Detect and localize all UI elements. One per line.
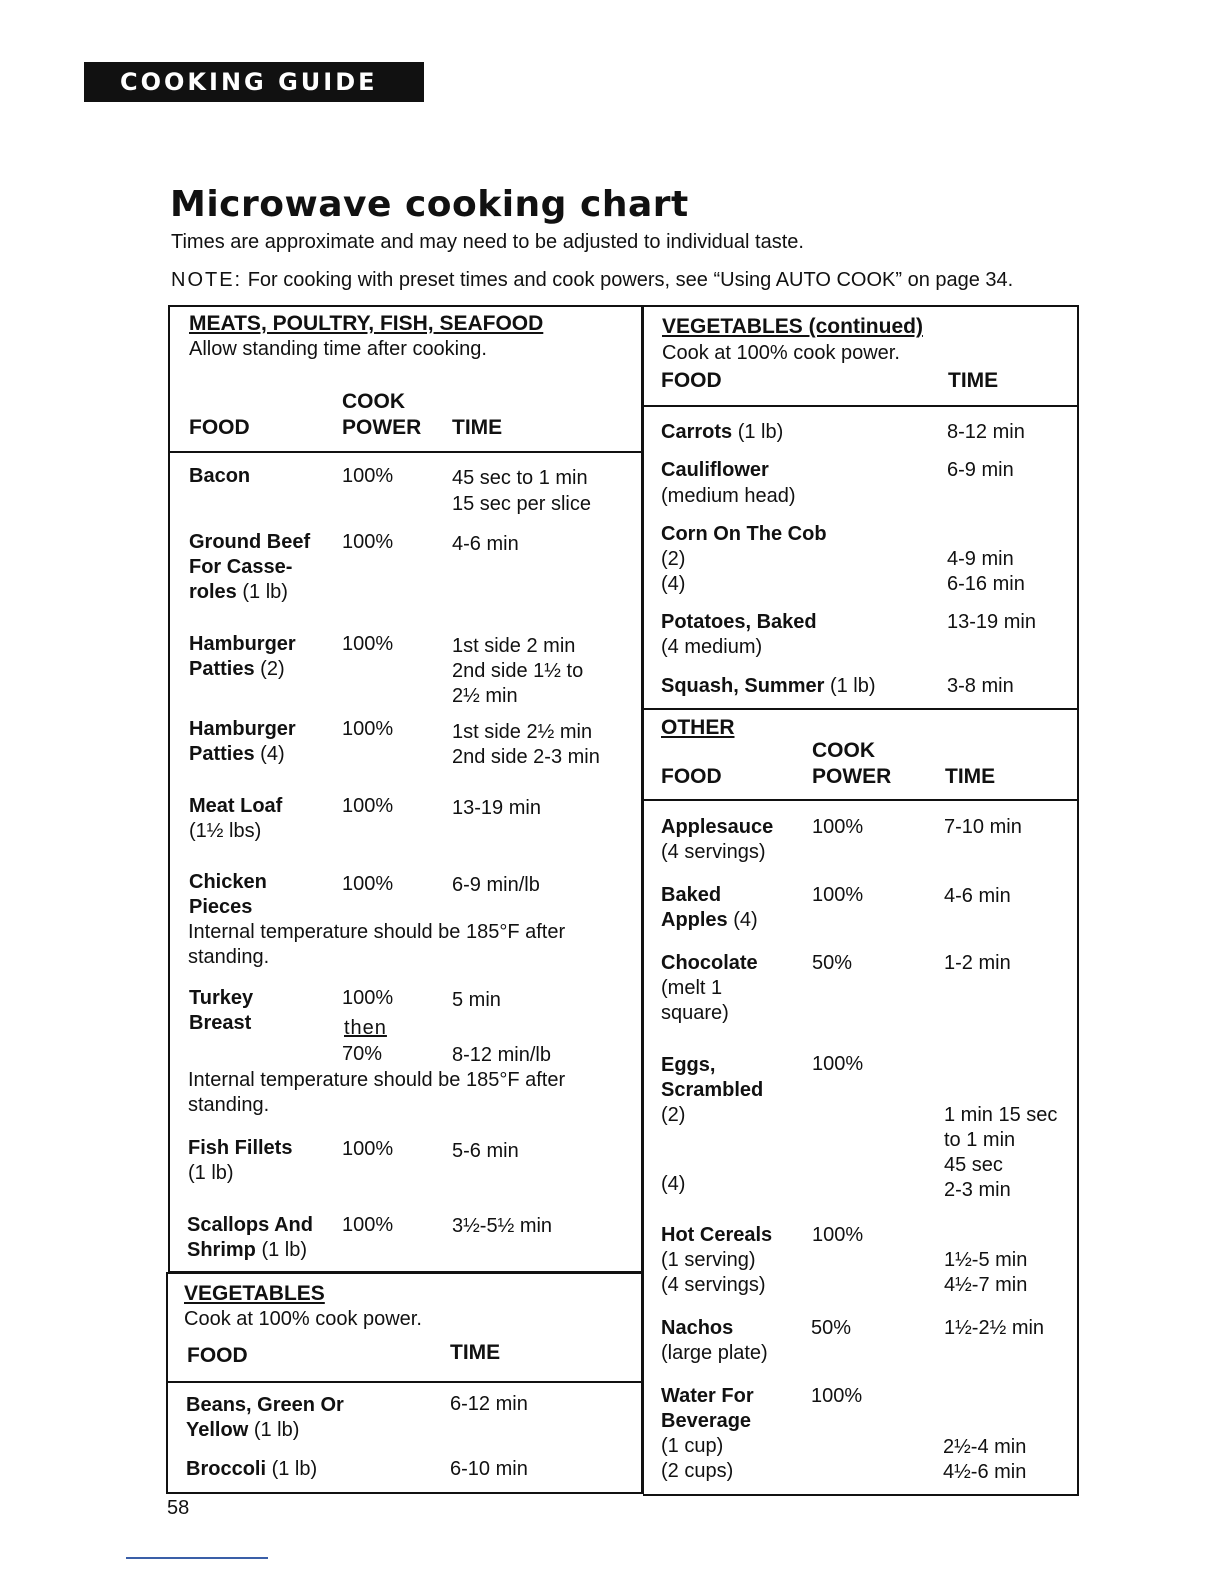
page-note — [171, 269, 1013, 292]
table-row-power: 100% — [342, 633, 394, 655]
table-row-time: 1½-5 min — [944, 1249, 1028, 1271]
table-row-food: Baked — [661, 884, 722, 906]
table-row-food: Yellow (1 lb) — [186, 1419, 300, 1441]
table-row-time: 45 sec — [944, 1154, 1003, 1176]
table-row-note: Internal temperature should be 185°F after standing. — [188, 921, 566, 968]
table-row-time: 7-10 min — [944, 816, 1022, 838]
table-row-power: 100% — [811, 1385, 863, 1407]
table-row-food: (medium head) — [661, 485, 796, 507]
table-row-power: 100% — [812, 1224, 864, 1246]
table-row-food: (2) — [661, 548, 686, 570]
table-row-time: 3-8 min — [947, 675, 1014, 697]
meats-title: MEATS, POULTRY, FISH, SEAFOOD — [189, 312, 544, 335]
table-row-time: 4½-7 min — [944, 1274, 1028, 1296]
vegetables-header-rule — [166, 1381, 643, 1383]
table-row-time: 5-6 min — [452, 1140, 519, 1162]
other-col-time: TIME — [945, 765, 996, 788]
table-row-time: 5 min — [452, 989, 501, 1011]
page-title: Microwave cooking chart — [170, 184, 689, 225]
other-col-power-1: COOK — [812, 739, 875, 762]
table-row-power: 100% — [342, 718, 394, 740]
table-row-food: (4 medium) — [661, 636, 763, 658]
table-row-food: (4 servings) — [661, 841, 766, 863]
table-row-time: 2-3 min — [944, 1179, 1011, 1201]
table-row-power: 100% — [342, 531, 394, 553]
table-row-food: Scallops And — [187, 1214, 313, 1236]
table-row-time: 45 sec to 1 min — [452, 467, 588, 489]
page-subtitle: Times are approximate and may need to be adjusted to individual taste. — [171, 231, 804, 253]
table-row-time: 2nd side 1½ to — [452, 660, 584, 682]
table-row-power: 100% — [812, 1053, 864, 1075]
table-row-power: 70% — [342, 1043, 383, 1065]
other-col-power-2: POWER — [812, 765, 892, 788]
vegetables-continued-header-rule — [643, 405, 1079, 407]
table-row-power: 100% — [342, 1138, 394, 1160]
table-row-time: 8-12 min — [947, 421, 1025, 443]
meats-header-rule — [168, 451, 643, 453]
note-label: NOTE: — [171, 269, 243, 291]
table-row-food: Patties (2) — [189, 658, 285, 680]
table-row-power: 100% — [812, 884, 864, 906]
table-row-food: Ground Beef — [189, 531, 311, 553]
table-row-time: 13-19 min — [947, 611, 1036, 633]
other-header-rule — [643, 799, 1079, 801]
table-row-time: 6-9 min — [947, 459, 1014, 481]
table-row-time: 6-12 min — [450, 1393, 528, 1415]
table-row-food: (1 lb) — [188, 1162, 234, 1184]
table-row-food: Nachos — [661, 1317, 734, 1339]
other-title: OTHER — [661, 716, 735, 739]
table-row-food: (melt 1 — [661, 977, 723, 999]
vegetables-col-food: FOOD — [187, 1344, 248, 1367]
table-row-note: Internal temperature should be 185°F after standing. — [188, 1069, 566, 1116]
note-text: For cooking with preset times and cook powers, see “Using AUTO COOK” on page 34. — [247, 269, 1014, 291]
table-row-time: 1st side 2½ min — [452, 721, 593, 743]
section-tab: COOKING GUIDE — [84, 62, 424, 102]
table-row-time: 1st side 2 min — [452, 635, 576, 657]
table-row-food: Shrimp (1 lb) — [187, 1239, 308, 1261]
table-row-food: For Casse- — [189, 556, 293, 578]
table-row-food: Chicken — [189, 871, 267, 893]
other-col-food: FOOD — [661, 765, 722, 788]
table-row-food: Chocolate — [661, 952, 758, 974]
table-row-food: Meat Loaf — [189, 795, 283, 817]
vegetables-continued-col-food: FOOD — [661, 369, 722, 392]
table-row-food: square) — [661, 1002, 729, 1024]
vegetables-note: Cook at 100% cook power. — [184, 1308, 422, 1330]
table-row-time: 4-6 min — [452, 533, 519, 555]
table-row-food: Breast — [189, 1012, 252, 1034]
table-row-food: (large plate) — [661, 1342, 768, 1364]
table-row-food: roles (1 lb) — [189, 581, 288, 603]
table-row-food: Carrots (1 lb) — [661, 421, 784, 443]
table-row-food: Eggs, — [661, 1054, 716, 1076]
table-row-food: (4) — [661, 573, 686, 595]
table-row-time: 6-9 min/lb — [452, 874, 540, 896]
table-row-power: 100% — [342, 795, 394, 817]
table-row-power: 100% — [342, 873, 394, 895]
meats-col-power-1: COOK — [342, 390, 405, 413]
vegetables-continued-title: VEGETABLES (continued) — [662, 315, 923, 338]
table-row-time: 8-12 min/lb — [452, 1044, 551, 1066]
table-row-time: 13-19 min — [452, 797, 541, 819]
table-row-food: Bacon — [189, 465, 251, 487]
vegetables-continued-note: Cook at 100% cook power. — [662, 342, 900, 364]
table-row-food: (2 cups) — [661, 1460, 734, 1482]
table-row-time: 2nd side 2-3 min — [452, 746, 600, 768]
table-row-food: (1½ lbs) — [189, 820, 262, 842]
table-row-then: then — [344, 1017, 387, 1039]
table-row-food: Cauliflower — [661, 459, 769, 481]
table-row-food: Patties (4) — [189, 743, 285, 765]
table-row-food: (4 servings) — [661, 1274, 766, 1296]
table-row-power: 50% — [811, 1317, 852, 1339]
page-number: 58 — [167, 1497, 190, 1519]
table-row-food: Scrambled — [661, 1079, 764, 1101]
table-row-food: Fish Fillets — [188, 1137, 293, 1159]
table-row-food: Potatoes, Baked — [661, 611, 817, 633]
table-row-time: 6-10 min — [450, 1458, 528, 1480]
table-row-food: Hamburger — [189, 718, 296, 740]
vegetables-title: VEGETABLES — [184, 1282, 325, 1305]
meats-col-food: FOOD — [189, 416, 250, 439]
table-row-time: 1-2 min — [944, 952, 1011, 974]
table-row-time: 4½-6 min — [943, 1461, 1027, 1483]
table-row-food: Squash, Summer (1 lb) — [661, 675, 876, 697]
table-row-power: 50% — [812, 952, 853, 974]
table-row-time: 4-6 min — [944, 885, 1011, 907]
table-row-food: (1 cup) — [661, 1435, 724, 1457]
meats-col-time: TIME — [452, 416, 503, 439]
table-row-food: (2) — [661, 1104, 686, 1126]
table-row-food: (4) — [661, 1173, 686, 1195]
table-row-power: 100% — [342, 987, 394, 1009]
table-row-food: Water For — [661, 1385, 754, 1407]
table-row-time: 15 sec per slice — [452, 493, 591, 515]
table-row-food: Hamburger — [189, 633, 296, 655]
table-row-food: Applesauce — [661, 816, 774, 838]
table-row-time: 1 min 15 sec — [944, 1104, 1058, 1126]
table-row-time: 3½-5½ min — [452, 1215, 553, 1237]
table-row-time: 2½ min — [452, 685, 518, 707]
table-row-food: Beverage — [661, 1410, 752, 1432]
table-row-time: 2½-4 min — [943, 1436, 1027, 1458]
table-row-food: Turkey — [189, 987, 254, 1009]
table-row-food: Corn On The Cob — [661, 523, 827, 545]
vegetables-col-time: TIME — [450, 1341, 501, 1364]
table-row-food: Pieces — [189, 896, 253, 918]
table-row-power: 100% — [812, 816, 864, 838]
table-row-time: 6-16 min — [947, 573, 1025, 595]
table-row-time: 1½-2½ min — [944, 1317, 1045, 1339]
table-row-food: (1 serving) — [661, 1249, 756, 1271]
table-row-power: 100% — [342, 465, 394, 487]
table-row-food: Apples (4) — [661, 909, 758, 931]
table-row-time: 4-9 min — [947, 548, 1014, 570]
table-row-time: to 1 min — [944, 1129, 1016, 1151]
meats-note: Allow standing time after cooking. — [189, 338, 487, 360]
table-row-food: Hot Cereals — [661, 1224, 773, 1246]
table-row-food: Beans, Green Or — [186, 1394, 344, 1416]
table-row-power: 100% — [342, 1214, 394, 1236]
footer-rule — [126, 1557, 268, 1559]
meats-col-power-2: POWER — [342, 416, 422, 439]
table-row-food: Broccoli (1 lb) — [186, 1458, 318, 1480]
vegetables-continued-col-time: TIME — [948, 369, 999, 392]
